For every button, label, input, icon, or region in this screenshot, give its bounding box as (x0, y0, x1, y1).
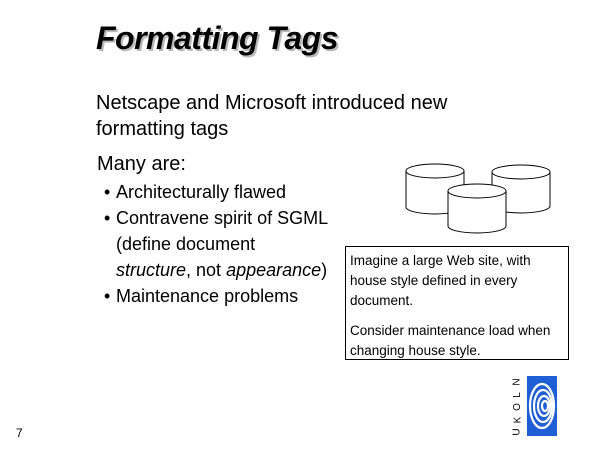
emphasis-appearance: appearance (226, 260, 322, 280)
logo-letters (512, 376, 524, 438)
page-number: 7 (16, 426, 23, 440)
callout-text-2: Consider maintenance load when changing house style. (350, 323, 551, 358)
database-cylinder-front (448, 184, 506, 233)
slide-title: Formatting Tags (96, 20, 338, 56)
logo-letter: U (511, 428, 523, 436)
callout-text-1: Imagine a large Web site, with house style defined in every document. (350, 253, 531, 308)
ukoln-logo (510, 376, 560, 438)
database-cylinders-icon (400, 158, 555, 240)
emphasis-structure: structure (116, 260, 187, 280)
bullet-contravene: • Contravene spirit of SGML (define document structure, not appearance) (104, 205, 334, 283)
logo-letter: L (512, 391, 523, 398)
contravene-text: Contravene spirit of SGML (define document (116, 208, 328, 254)
lead-text: Many are: (97, 153, 186, 175)
bullet-list (104, 179, 334, 309)
intro-text: Netscape and Microsoft introduced new formatting tags (96, 92, 448, 140)
callout-box (345, 246, 569, 360)
logo-letter: O (512, 403, 523, 411)
bullet-maintenance: • Maintenance problems (104, 283, 334, 309)
logo-letter: N (511, 378, 523, 386)
ukoln-swirl-logo-icon (527, 376, 557, 436)
bullet-flawed: • Architecturally flawed (104, 179, 334, 205)
logo-letter: K (511, 416, 523, 423)
